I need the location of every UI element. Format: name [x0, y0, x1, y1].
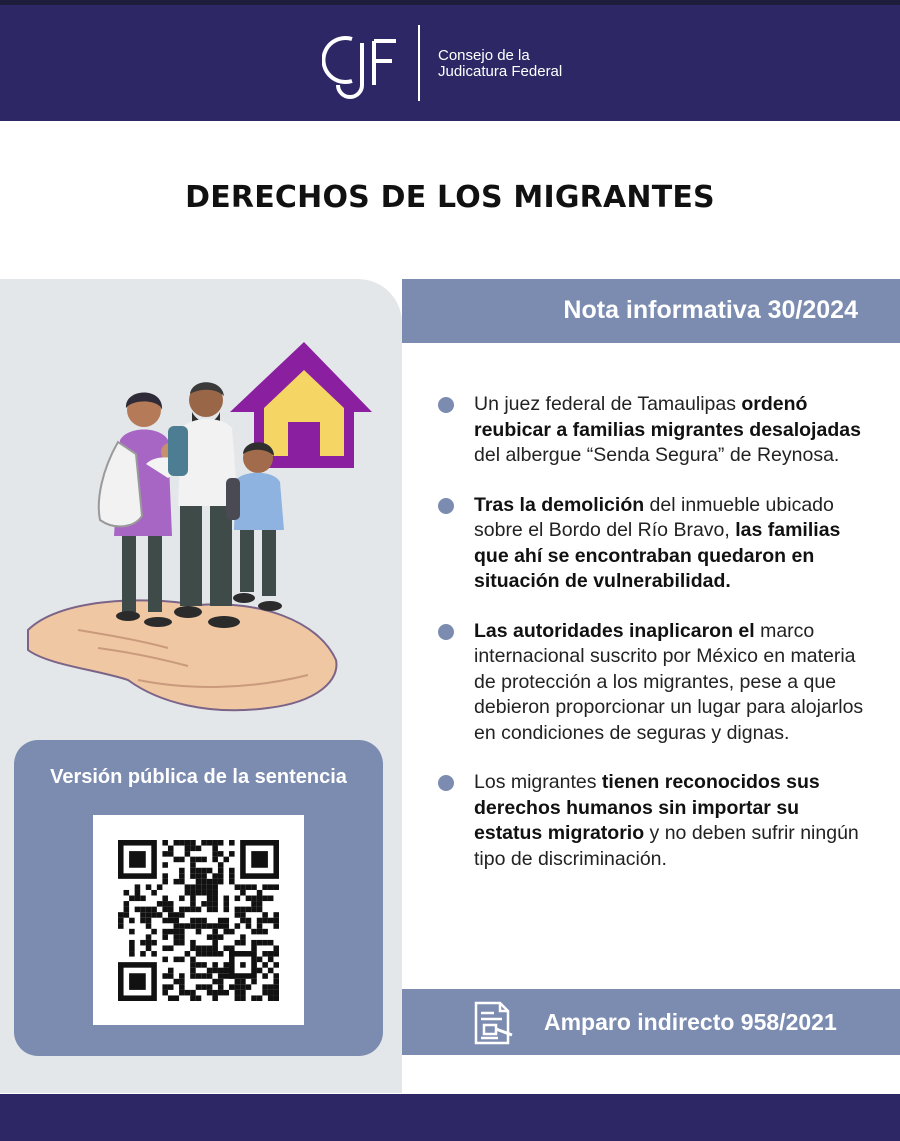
organization-name [438, 48, 562, 80]
qr-code-pattern [118, 840, 279, 1001]
bullet-dot [438, 397, 454, 413]
migrant-family-illustration [18, 330, 378, 720]
header-bar [0, 5, 900, 121]
nota-label: Nota informativa 30/2024 [563, 296, 858, 324]
document-gavel-icon [472, 1001, 514, 1045]
bullet-dot [438, 498, 454, 514]
bullet-text: del inmueble ubicado sobre el Bordo del Río Bravo, [474, 493, 834, 541]
bullet-item-2 [436, 493, 866, 595]
page-title: DERECHOS DE LOS MIGRANTES [185, 180, 715, 215]
bullet-bold: Tras la demolición [474, 493, 645, 516]
org-name-line2: Judicatura Federal [438, 63, 563, 80]
qr-code[interactable] [93, 815, 304, 1025]
footer-bar [0, 1094, 900, 1141]
bullet-dot [438, 775, 454, 791]
bullet-list [436, 392, 866, 896]
bullet-bold: Las autoridades inaplicaron el [474, 619, 755, 642]
logo-divider [418, 25, 420, 101]
amparo-label: Amparo indirecto 958/2021 [544, 1009, 837, 1035]
qr-label: Versión pública de la sentencia [50, 766, 347, 788]
bullet-bold: las familias que ahí se encontraban quedaron en situación de vulnerabilidad. [474, 519, 841, 592]
bullet-item-3 [436, 619, 866, 747]
bullet-text: Un juez federal de Tamaulipas [474, 393, 742, 415]
bullet-bold: ordenó reubicar a familias migrantes desalojadas [474, 393, 861, 441]
bullet-text: y no deben sufrir ningún tipo de discriminación. [474, 822, 859, 870]
org-name-line1: Consejo de la [438, 47, 530, 64]
bullet-item-1 [436, 392, 866, 469]
bullet-item-4 [436, 770, 866, 872]
bullet-text: Los migrantes [474, 771, 602, 793]
bullet-text: marco internacional suscrito por México en materia de protección a los migrantes, pese a que debieron proporcionar un lugar para alojarlos en condiciones de seguras y dignas. [474, 619, 864, 744]
bullet-bold: tienen reconocidos sus derechos humanos sin importar su estatus migratorio [474, 771, 820, 844]
qr-card [14, 740, 383, 1056]
bullet-text: del albergue “Senda Segura” de Reynosa. [474, 444, 840, 466]
nota-banner [402, 279, 900, 343]
amparo-banner [402, 989, 900, 1055]
bullet-dot [438, 624, 454, 640]
cjf-logo [322, 29, 404, 99]
